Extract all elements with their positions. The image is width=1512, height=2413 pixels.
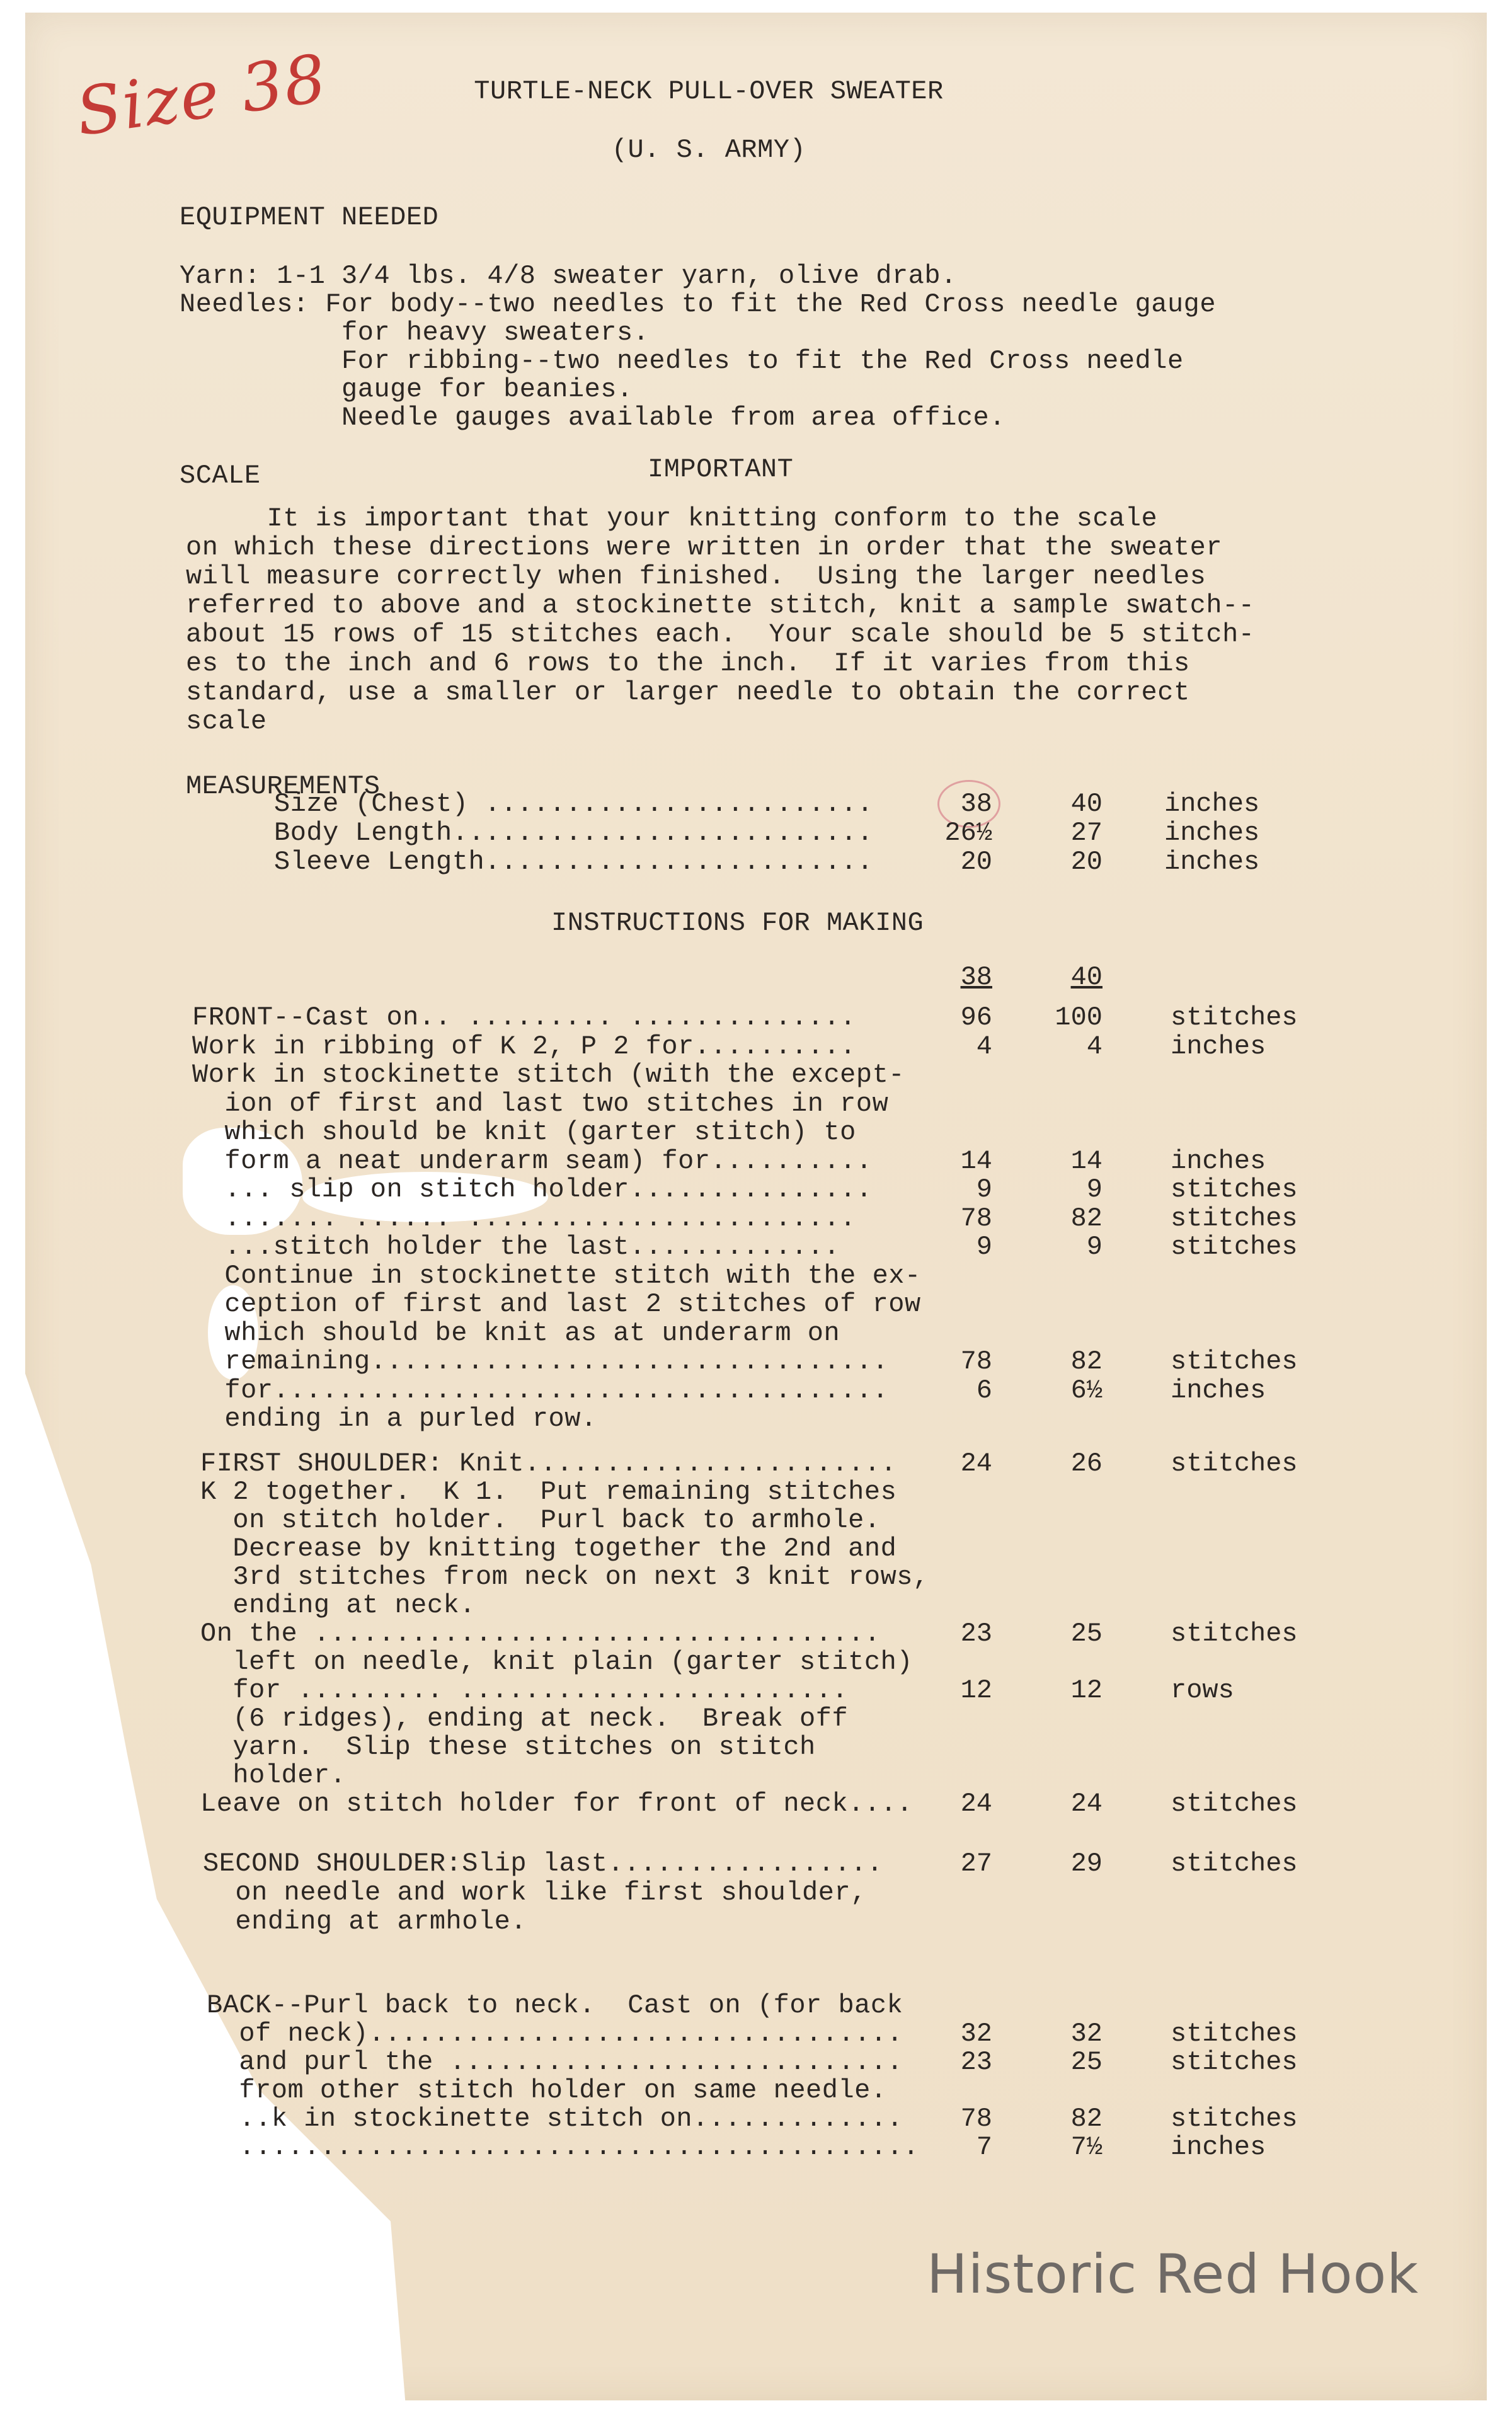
measurement-value-38: 38 bbox=[960, 789, 992, 819]
equipment-heading: EQUIPMENT NEEDED bbox=[180, 202, 439, 232]
instruction-value-38: 9 bbox=[976, 1174, 992, 1205]
instruction-text: 3rd stitches from neck on next 3 knit rows, bbox=[200, 1562, 929, 1592]
instruction-unit: stitches bbox=[1171, 2047, 1298, 2077]
instruction-text: Continue in stockinette stitch with the ex- bbox=[192, 1260, 921, 1291]
instruction-unit: rows bbox=[1171, 1675, 1234, 1705]
instruction-text: BACK--Purl back to neck. Cast on (for back bbox=[207, 1990, 903, 2020]
equipment-line: gauge for beanies. bbox=[180, 374, 633, 404]
instruction-value-40: 9 bbox=[1086, 1174, 1102, 1205]
instructions-heading: INSTRUCTIONS FOR MAKING bbox=[551, 908, 924, 938]
instruction-text: on needle and work like first shoulder, bbox=[203, 1877, 867, 1908]
instruction-value-38: 23 bbox=[960, 1619, 992, 1649]
instruction-text: ... slip on stitch holder............... bbox=[192, 1174, 873, 1205]
instruction-value-38: 78 bbox=[960, 1203, 992, 1234]
instruction-value-40: 14 bbox=[1070, 1145, 1102, 1176]
column-header-38: 38 bbox=[960, 962, 992, 992]
instruction-text: ...stitch holder the last............. bbox=[192, 1232, 840, 1262]
instruction-unit: stitches bbox=[1171, 2019, 1298, 2049]
measurement-value-38: 26½ bbox=[944, 818, 992, 848]
instruction-text: which should be knit as at underarm on bbox=[192, 1317, 840, 1348]
equipment-line: Yarn: 1-1 3/4 lbs. 4/8 sweater yarn, olive drab. bbox=[180, 261, 957, 291]
instruction-text: of neck)................................. bbox=[207, 2019, 903, 2049]
instruction-text: for...................................... bbox=[192, 1375, 889, 1406]
instruction-value-38: 6 bbox=[976, 1375, 992, 1406]
instruction-value-38: 78 bbox=[960, 2104, 992, 2134]
instruction-text: K 2 together. K 1. Put remaining stitches bbox=[200, 1477, 897, 1507]
instruction-text: on stitch holder. Purl back to armhole. bbox=[200, 1505, 881, 1535]
instruction-value-40: 100 bbox=[1055, 1002, 1102, 1033]
instruction-text: SECOND SHOULDER:Slip last................. bbox=[203, 1848, 883, 1879]
instruction-text: ....... ...... ........................ bbox=[192, 1203, 856, 1234]
instruction-text: FIRST SHOULDER: Knit....................... bbox=[200, 1448, 897, 1479]
instruction-unit: inches bbox=[1171, 1031, 1266, 1062]
instruction-text: ending in a purled row. bbox=[192, 1404, 597, 1434]
instruction-unit: stitches bbox=[1171, 1448, 1298, 1479]
instruction-unit: stitches bbox=[1171, 1174, 1298, 1205]
instruction-value-40: 25 bbox=[1070, 2047, 1102, 2077]
instruction-value-38: 96 bbox=[960, 1002, 992, 1033]
instruction-value-40: 9 bbox=[1086, 1232, 1102, 1262]
instruction-text: from other stitch holder on same needle. bbox=[207, 2075, 887, 2106]
instruction-value-40: 82 bbox=[1070, 1203, 1102, 1234]
scale-paragraph-line: It is important that your knitting conform to the scale bbox=[186, 503, 1158, 534]
handwritten-size-note: Size 38 bbox=[71, 39, 332, 151]
equipment-line: Needles: For body--two needles to fit the Red Cross needle gauge bbox=[180, 289, 1217, 319]
instruction-text: ending at neck. bbox=[200, 1590, 476, 1620]
instruction-text: ..k in stockinette stitch on............. bbox=[207, 2104, 903, 2134]
scale-paragraph-line: scale bbox=[186, 706, 267, 737]
scale-paragraph-line: on which these directions were written in order that the sweater bbox=[186, 532, 1223, 563]
instruction-value-40: 32 bbox=[1070, 2019, 1102, 2049]
instruction-value-40: 24 bbox=[1070, 1789, 1102, 1819]
instruction-value-40: 82 bbox=[1070, 1346, 1102, 1377]
instruction-unit: inches bbox=[1171, 1375, 1266, 1406]
instruction-value-38: 7 bbox=[976, 2132, 992, 2162]
instruction-text: yarn. Slip these stitches on stitch bbox=[200, 1732, 816, 1762]
measurement-unit: inches bbox=[1164, 847, 1260, 877]
instruction-value-38: 78 bbox=[960, 1346, 992, 1377]
instruction-text: .......................................... bbox=[207, 2132, 919, 2162]
equipment-line: Needle gauges available from area office. bbox=[180, 403, 1005, 433]
instruction-value-40: 12 bbox=[1070, 1675, 1102, 1705]
instruction-unit: stitches bbox=[1171, 1002, 1298, 1033]
instruction-unit: stitches bbox=[1171, 1346, 1298, 1377]
measurement-label: Body Length.......................... bbox=[274, 818, 874, 848]
instruction-text: ending at armhole. bbox=[203, 1906, 527, 1937]
instruction-text: Leave on stitch holder for front of neck.... bbox=[200, 1789, 913, 1819]
scale-label: SCALE bbox=[180, 461, 261, 491]
instruction-text: ception of first and last 2 stitches of row bbox=[192, 1289, 921, 1319]
instruction-unit: stitches bbox=[1171, 1619, 1298, 1649]
measurement-label: Size (Chest) ........................ bbox=[274, 789, 874, 819]
measurement-value-40: 27 bbox=[1070, 818, 1102, 848]
instruction-value-38: 9 bbox=[976, 1232, 992, 1262]
scale-paragraph-line: es to the inch and 6 rows to the inch. If it varies from this bbox=[186, 648, 1190, 679]
instruction-text: Decrease by knitting together the 2nd and bbox=[200, 1533, 897, 1564]
instruction-unit: stitches bbox=[1171, 2104, 1298, 2134]
measurement-unit: inches bbox=[1164, 818, 1260, 848]
instruction-value-40: 25 bbox=[1070, 1619, 1102, 1649]
instruction-text: holder. bbox=[200, 1760, 346, 1791]
instruction-text: left on needle, knit plain (garter stitch) bbox=[200, 1647, 913, 1677]
scale-paragraph-line: will measure correctly when finished. Using the larger needles bbox=[186, 561, 1206, 592]
instruction-value-38: 24 bbox=[960, 1448, 992, 1479]
measurement-value-40: 20 bbox=[1070, 847, 1102, 877]
instruction-text: remaining................................ bbox=[192, 1346, 889, 1377]
equipment-line: For ribbing--two needles to fit the Red Cross needle bbox=[180, 346, 1184, 376]
measurement-value-40: 40 bbox=[1070, 789, 1102, 819]
instruction-value-40: 26 bbox=[1070, 1448, 1102, 1479]
instruction-value-38: 4 bbox=[976, 1031, 992, 1062]
document-subtitle: (U. S. ARMY) bbox=[611, 135, 806, 165]
instruction-unit: stitches bbox=[1171, 1789, 1298, 1819]
measurement-label: Sleeve Length........................ bbox=[274, 847, 874, 877]
instruction-unit: inches bbox=[1171, 2132, 1266, 2162]
instruction-value-38: 32 bbox=[960, 2019, 992, 2049]
scale-paragraph-line: referred to above and a stockinette stitch, knit a sample swatch-- bbox=[186, 590, 1255, 621]
instruction-unit: inches bbox=[1171, 1145, 1266, 1176]
instruction-text: On the ................................... bbox=[200, 1619, 881, 1649]
instruction-value-40: 4 bbox=[1086, 1031, 1102, 1062]
instruction-value-40: 7½ bbox=[1070, 2132, 1102, 2162]
instruction-value-38: 14 bbox=[960, 1145, 992, 1176]
instruction-text: for ......... ........................ bbox=[200, 1675, 849, 1705]
instruction-text: ion of first and last two stitches in row bbox=[192, 1088, 889, 1119]
instruction-value-38: 24 bbox=[960, 1789, 992, 1819]
measurement-unit: inches bbox=[1164, 789, 1260, 819]
instruction-unit: stitches bbox=[1171, 1848, 1298, 1879]
column-header-40: 40 bbox=[1070, 962, 1102, 992]
measurements-heading: MEASUREMENTS bbox=[186, 771, 381, 801]
instruction-value-40: 29 bbox=[1070, 1848, 1102, 1879]
watermark: Historic Red Hook bbox=[926, 2243, 1419, 2306]
document-title: TURTLE-NECK PULL-OVER SWEATER bbox=[474, 76, 944, 106]
instruction-value-38: 12 bbox=[960, 1675, 992, 1705]
instruction-text: which should be knit (garter stitch) to bbox=[192, 1117, 856, 1147]
instruction-text: form a neat underarm seam) for.......... bbox=[192, 1145, 873, 1176]
measurement-value-38: 20 bbox=[960, 847, 992, 877]
instruction-value-40: 6½ bbox=[1070, 1375, 1102, 1406]
instruction-unit: stitches bbox=[1171, 1232, 1298, 1262]
instruction-text: (6 ridges), ending at neck. Break off bbox=[200, 1704, 849, 1734]
scale-paragraph-line: standard, use a smaller or larger needle to obtain the correct bbox=[186, 677, 1190, 708]
instruction-text: Work in stockinette stitch (with the except- bbox=[192, 1060, 905, 1090]
instruction-text: and purl the ............................ bbox=[207, 2047, 903, 2077]
instruction-value-38: 27 bbox=[960, 1848, 992, 1879]
equipment-line: for heavy sweaters. bbox=[180, 318, 650, 348]
instruction-text: Work in ribbing of K 2, P 2 for.......... bbox=[192, 1031, 856, 1062]
important-heading: IMPORTANT bbox=[648, 454, 794, 484]
instruction-value-40: 82 bbox=[1070, 2104, 1102, 2134]
instruction-value-38: 23 bbox=[960, 2047, 992, 2077]
instruction-text: FRONT--Cast on.. ......... .............. bbox=[192, 1002, 856, 1033]
instruction-unit: stitches bbox=[1171, 1203, 1298, 1234]
scale-paragraph-line: about 15 rows of 15 stitches each. Your scale should be 5 stitch- bbox=[186, 619, 1255, 650]
